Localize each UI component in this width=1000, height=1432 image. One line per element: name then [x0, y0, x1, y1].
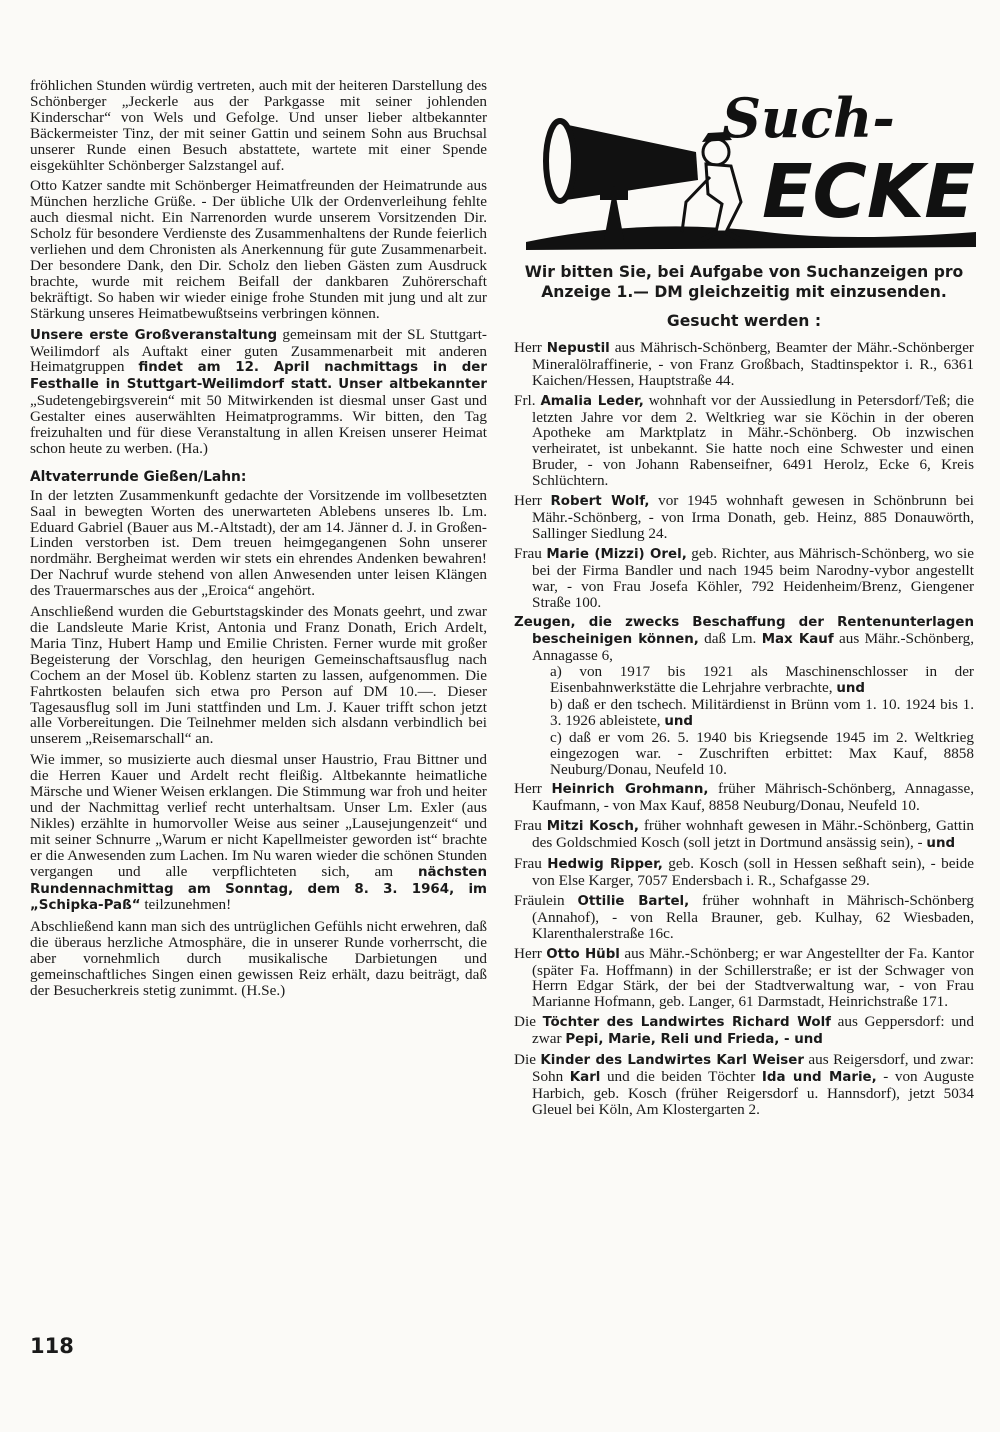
text: Frau	[514, 817, 547, 835]
such-ecke-banner	[526, 82, 976, 252]
entry-name: Otto Hübl	[546, 946, 620, 962]
notice-text: Wir bitten Sie, bei Aufgabe von Suchanzeigen pro Anzeige 1.— DM gleichzeitig mit einzusenden.	[524, 263, 964, 301]
search-entry	[514, 893, 974, 942]
text: „Sudetengebirgsverein“ mit 50 Mitwirkenden ist diesmal unser Gast und Gestalter eines auserwählten Heimatprogramms. Wir bitten, den Tag freizuhalten und für diese Veranstaltung in allen Kreisen unserer Heimat schon heute zu werben. (Ha.)	[30, 392, 487, 457]
entry-name: Max Kauf	[761, 632, 834, 648]
text: früher wohnhaft in Mährisch-Schönberg (Annahof), - von Rella Brauner, geb. Kulhay, 62 Wiesbaden, Klarenthalerstraße 16c.	[532, 891, 974, 942]
search-entry	[514, 856, 974, 889]
text: Herr	[514, 338, 547, 356]
page-number: 118	[30, 1334, 74, 1358]
bold-text: Unser altbekannter	[338, 377, 487, 393]
section-heading: Altvaterrunde Gießen/Lahn:	[30, 468, 247, 485]
text: aus Geppersdorf: und zwar	[532, 1013, 974, 1048]
entry-name: Töchter des Landwirtes Richard Wolf	[542, 1015, 831, 1031]
banner-script-title: Such-	[722, 86, 895, 150]
bold-text: und	[926, 836, 956, 852]
text: aus Mährisch-Schönberg, Beamter der Mähr.-Schönberger Mineralölraffinerie, - von Franz Großbach, Stadtinspektor i. R., 6361 Kaichen/Hessen, Hauptstraße 44.	[532, 338, 974, 389]
paragraph: fröhlichen Stunden würdig vertreten, auch mit der heiteren Darstellung des Schönberger „Jeckerle aus der Parkgasse mit seiner johlenden Kinderschar“ von Wels und Gefolge. Und unser lieber altbekannter Bäckermeister Tinz, der mit seiner Gattin und seinem Sohn aus Bruchsal unserer Runde einen Besuch abstattete, wartete mit einer Spende eisgekühlter Schönberger Salzstangel auf.	[30, 77, 487, 174]
walking-stick-icon	[682, 177, 710, 232]
search-entry	[514, 818, 974, 852]
entry-name: Amalia Leder,	[540, 393, 644, 409]
text: daß Lm.	[698, 630, 762, 648]
bold-text: und	[836, 681, 865, 697]
sub-item-c: c) daß er vom 26. 5. 1940 bis Kriegsende 1945 im 2. Weltkrieg eingezogen war. - Zuschriften erbittet: Max Kauf, 8858 Neuburg/Donau, Neufeld 10.	[550, 728, 974, 778]
search-entry	[514, 1014, 974, 1048]
sub-item-a	[532, 664, 974, 697]
text: Herr	[514, 780, 552, 798]
text: aus Mähr.-Schönberg; er war Angestellter der Fa. Kantor (später Fa. Hoffmann) in der Schillerstraße; er ist der Schwager von Herrn Edgar Stärk, der bei der Stadtverwaltung war, - von Frau Marianne Hofmann, geb. Langer, 61 Darmstadt, Heinrichstraße 171.	[532, 944, 974, 1011]
search-entry	[514, 1052, 974, 1118]
bold-text: Unsere erste Großveranstaltung	[30, 327, 278, 343]
text: früher Mährisch-Schönberg, Annagasse, Kaufmann, - von Max Kauf, 8858 Neuburg/Donau, Neufeld 10.	[532, 780, 975, 815]
entry-name: Heinrich Grohmann,	[551, 782, 709, 798]
paragraph	[30, 752, 487, 914]
entry-name: Hedwig Ripper,	[547, 857, 663, 873]
text: teilzunehmen!	[140, 896, 232, 914]
bold-text: Karl	[569, 1069, 601, 1085]
text: Wie immer, so musizierte auch diesmal unser Haustrio, Frau Bittner und die Herren Kauer und Ardelt recht fleißig. Altbekannte heimatliche Märsche und Wiener Weisen erklangen. Die Stimmung war froh und heiter und der Nachmittag verlief recht unterhaltsam. Unser Lm. Exler (aus Nikles) erzählte in humorvoller Weise aus seiner „Lausejungenzeit“ und mit seiner Schnurre „Warum er nicht Kapellmeister geworden ist“ brachte er die Anwesenden zum Lachen. Im Nu waren wieder die schönen Stunden vergangen und alle verpflichteten sich, am	[30, 751, 487, 880]
text: geb. Kosch (soll in Hessen seßhaft sein), - beide von Else Karger, 7057 Endersbach i. R., Schafgasse 29.	[532, 855, 974, 889]
bold-text: nächsten Rundennachmittag am Sonntag, dem 8. 3. 1964, im „Schipka-Paß“	[30, 864, 487, 914]
paragraph-event-announcement	[30, 327, 487, 457]
text: Herr	[514, 944, 547, 962]
search-entry	[514, 393, 974, 489]
search-entry	[514, 946, 974, 1011]
bold-text: Zeugen, die zwecks Beschaffung der Rentenunterlagen bescheinigen können,	[514, 615, 974, 648]
entry-name: Nepustil	[546, 340, 610, 356]
banner-illustration	[526, 82, 976, 252]
paragraph: Abschließend kann man sich des untrüglichen Gefühls nicht erwehren, daß die überaus herzliche Atmosphäre, die in unserer Runde vorherrscht, die aber vornehmlich durch musikalische Darbietungen und gemeinschaftliches Singen einen gewissen Reiz erhält, dazu beiträgt, daß der Besucherkreis stetig zunimmt. (H.Se.)	[30, 918, 487, 999]
text: Frau	[514, 544, 547, 562]
text: aus Reigersdorf, und zwar: Sohn	[532, 1051, 974, 1085]
text: vor 1945 wohnhaft gewesen in Schönbrunn bei Mähr.-Schönberg, - von Irma Donath, geb. Heinz, 885 Donauwörth, Sallinger Siedlung 24.	[532, 492, 975, 542]
text: a) von 1917 bis 1921 als Maschinenschlosser in der Eisenbahnwerkstätte die Lehrjahre verbrachte,	[550, 663, 974, 697]
search-entry	[514, 493, 974, 542]
text: gemeinsam mit der SL Stuttgart-Weilimdorf als Auftakt einer guten Zusammenarbeit mit anderen Heimatgruppen	[30, 325, 487, 376]
search-entry	[514, 340, 974, 389]
entry-name: Mitzi Kosch,	[546, 819, 639, 835]
search-entry-witnesses	[514, 614, 974, 777]
text: und die beiden Töchter	[600, 1067, 762, 1085]
search-entry	[514, 781, 974, 814]
bold-text: Pepi, Marie, Reli und Frieda, - und	[565, 1032, 823, 1048]
bold-text: und	[664, 713, 693, 729]
tripod-head	[600, 188, 628, 200]
paragraph: Otto Katzer sandte mit Schönberger Heimatfreunden der Heimatrunde aus München herzliche Grüße. - Der übliche Ulk der Ordenverleihung fehlte auch diesmal nicht. Ein Narrenorden wurde unserem Vorsitzenden Dir. Scholz für besondere Verdienste des Zusammenhaltens der Runde feierlich verliehen und dem Chronisten als Anerkennung für gute Zusammenarbeit. Der besondere Dank, den Dir. Scholz den lieben Gästen zum Ausdruck brachte, wurde mit reichem Beifall der dankbaren Zuhörerschaft bekräftigt. So haben wir wieder einige frohe Stunden mit jung und alt zur Stärkung unseres Heimatbewußtseins verbringen können.	[30, 177, 487, 322]
bold-text: Ida und Marie,	[761, 1069, 877, 1085]
text: Fräulein	[514, 891, 578, 909]
paragraph: Anschließend wurden die Geburtstagskinder des Monats geehrt, und zwar die Landsleute Marie Krist, Antonia und Franz Donath, Erich Ardelt, Maria Tinz, Hubert Hamp und Emilie Christen. Ferner wurde mit großer Begeisterung der Vorschlag, den heurigen Gemeinschaftsausflug nach Cochem an der Mosel üb. Koblenz starten zu lassen, aufgenommen. Die Fahrtkosten belaufen sich etwa pro Person auf DM 10.—. Dieser Tagesausflug soll im Juni stattfinden und Lm. J. Kauer trifft schon jetzt alle Vorbereitungen. Die Teilnehmer melden sich alsdann verbindlich bei unserem „Reisemarschall“ an.	[30, 603, 487, 748]
search-entry	[514, 546, 974, 611]
text: Frl.	[514, 391, 541, 409]
left-column	[30, 78, 487, 1004]
entry-name: Robert Wolf,	[550, 494, 650, 510]
text: aus Mähr.-Schönberg, Annagasse 6,	[532, 630, 974, 665]
text: Die	[514, 1013, 543, 1031]
sub-item-b	[532, 697, 974, 730]
text: Herr	[514, 492, 551, 510]
entry-name: Kinder des Landwirtes Karl Weiser	[540, 1053, 804, 1069]
text: früher wohnhaft gewesen in Mähr.-Schönberg, Gattin des Goldschmied Kosch (soll jetzt in Dortmund ansässig sein), -	[532, 817, 975, 852]
text: wohnhaft vor der Aussiedlung in Petersdorf/Teß; die letzten Jahre vor dem 2. Weltkrieg war sie Köchin in der oberen Apotheke am Marktplatz in Mähr.-Schönberg. Ob inzwischen verheiratet, ist unbekannt. Sie hatte noch eine Schwester und einen Bruder, - von Johann Rabenseifner, 6491 Herolz, Ecke 6, Kreis Schlüchtern.	[532, 391, 974, 490]
entry-name: Ottilie Bartel,	[577, 893, 690, 909]
text: Frau	[514, 855, 548, 873]
right-column	[514, 262, 974, 1122]
text: b) daß er den tschech. Militärdienst in Brünn vom 1. 10. 1924 bis 1. 3. 1926 ableistete,	[550, 695, 974, 729]
gesucht-heading: Gesucht werden :	[666, 312, 822, 330]
entry-name: Marie (Mizzi) Orel,	[546, 546, 687, 562]
telescope-lens	[546, 121, 574, 201]
bold-text: findet am 12. April nachmittags in der Festhalle in Stuttgart-Weilimdorf statt.	[30, 360, 487, 393]
text: - von Auguste Harbich, geb. Kosch (früher Reigersdorf u. Hannsdorf), jetzt 5034 Gleuel bei Köln, Am Klostergarten 2.	[532, 1067, 974, 1118]
text: geb. Richter, aus Mährisch-Schönberg, wo sie bei der Firma Bandler und nach 1945 beim Narodny-vybor angestellt war, - von Frau Josefa Köhler, 792 Heidenheim/Brenz, Giengener Straße 100.	[532, 544, 974, 611]
person-body	[706, 164, 741, 232]
paragraph: In der letzten Zusammenkunft gedachte der Vorsitzende im vollbesetzten Saal in bewegten Worten des unerwarteten Ablebens unseres lb. Lm. Eduard Gabriel (Bauer aus M.-Altstadt), der am 14. Jänner d. J. in Großen-Linden verstorben ist. Dem treuen heimgegangenen Sohn unserer nordmähr. Bergheimat werden wir stets ein ehrendes Andenken bewahren! Der Nachruf wurde stehend von allen Anwesenden unter leisen Klängen des Trauermarsches aus der „Eroica“ angehört.	[30, 486, 487, 600]
text: Die	[514, 1051, 541, 1069]
banner-block-title: ECKE	[762, 149, 975, 235]
